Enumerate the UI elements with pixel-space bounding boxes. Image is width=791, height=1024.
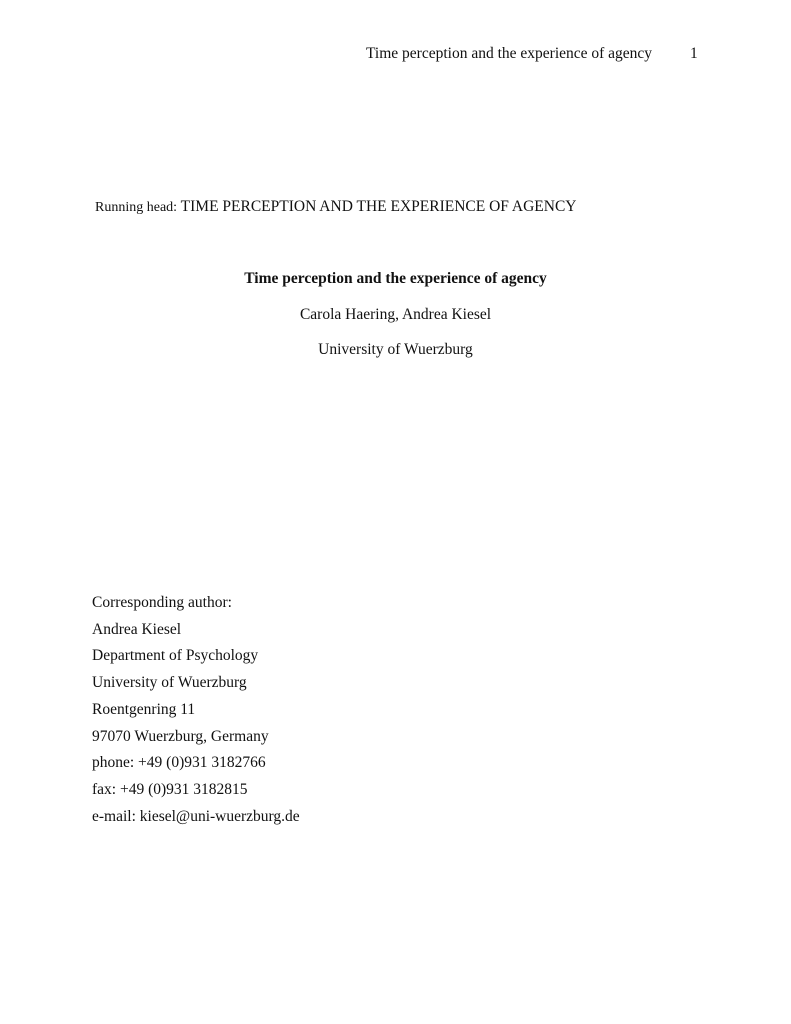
- page-header-title: Time perception and the experience of agency: [366, 45, 653, 62]
- contact-street: Roentgenring 11: [92, 700, 196, 718]
- running-head: [95, 198, 577, 216]
- contact-department: Department of Psychology: [92, 647, 259, 665]
- page-number: 1: [690, 45, 698, 62]
- contact-phone: phone: +49 (0)931 3182766: [92, 754, 266, 772]
- affiliation: University of Wuerzburg: [318, 341, 473, 358]
- running-head-text: TIME PERCEPTION AND THE EXPERIENCE OF AGENCY: [180, 198, 577, 215]
- title-block: [0, 270, 791, 359]
- paper-title: Time perception and the experience of agency: [244, 270, 547, 287]
- contact-fax: fax: +49 (0)931 3182815: [92, 780, 248, 798]
- contact-university: University of Wuerzburg: [92, 674, 247, 692]
- contact-heading: Corresponding author:: [92, 594, 232, 611]
- contact-city: 97070 Wuerzburg, Germany: [92, 727, 269, 745]
- authors: Carola Haering, Andrea Kiesel: [299, 306, 492, 323]
- contact-name: Andrea Kiesel: [92, 620, 182, 638]
- corresponding-author-block: [92, 590, 300, 830]
- running-head-label: Running head:: [95, 200, 178, 215]
- contact-email: e-mail: kiesel@uni-wuerzburg.de: [92, 807, 300, 825]
